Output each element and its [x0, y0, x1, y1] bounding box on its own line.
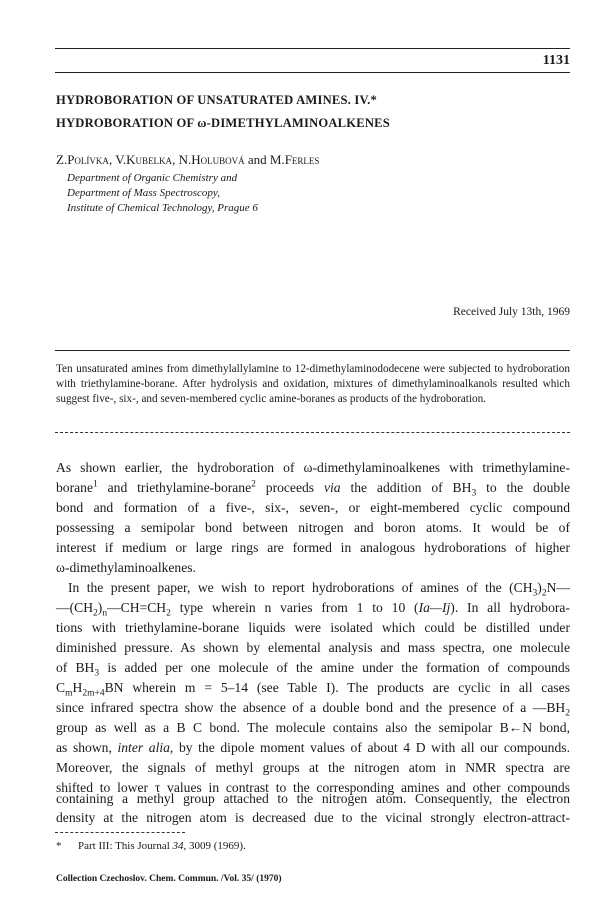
body-line-8: $—(CH_2)_n—CH=CH_2$ type wherein n varies from 1 to 10 (Ia—Ij). In all hydrobora-: [56, 600, 570, 619]
body-line-17: shifted to lower τ values in contrast to the corresponding amines and other compounds: [56, 780, 570, 795]
body-line-18: containing a methyl group attached to the nitrogen atom. Consequently, the electron: [56, 791, 570, 806]
body-line-10: diminished pressure. As shown by elemental analysis and mass spectra, one molecule: [56, 640, 570, 655]
affiliation-1: Department of Organic Chemistry and: [67, 172, 238, 184]
body-line-9: tions with triethylamine-borane liquids were isolated which could be distilled under: [56, 620, 570, 635]
page-number: 1131: [542, 53, 570, 68]
affiliation-3: Institute of Chemical Technology, Prague 6: [67, 202, 258, 214]
affiliation-2: Department of Mass Spectroscopy,: [67, 187, 220, 199]
body-line-14: group as well as a B C bond. The molecule contains also the semipolar B←N bond,: [56, 720, 570, 735]
received-date: Received July 13th, 1969: [453, 306, 570, 318]
abstract-rule-bottom: [55, 432, 570, 433]
footnote: * Part III: This Journal 34, 3009 (1969).: [56, 840, 246, 852]
title-line-2: HYDROBORATION OF ω-DIMETHYLAMINOALKENES: [56, 116, 390, 130]
body-line-1: As shown earlier, the hydroboration of ω-dimethylaminoalkenes with trimethylamine-: [56, 460, 570, 475]
body-line-4: possessing a semipolar bond between nitrogen and boron atoms. It would be of: [56, 520, 570, 535]
header-rule-top: [55, 48, 570, 49]
body-line-7: In the present paper, we wish to report hydroborations of amines of the $(CH_3)_2N—$: [68, 580, 570, 599]
body-line-6: ω-dimethylaminoalkenes.: [56, 560, 196, 575]
footnote-rule: [55, 832, 185, 833]
abstract-text: Ten unsaturated amines from dimethylallylamine to 12-dimethylaminododecene were subjected to hydroboration with triethylamine-borane. After hydrolysis and oxidation, mixtures of dimethylaminoalkanols resulted which suggest five-, six-, and seven-membered cyclic amine-boranes as products of the hydroboration.: [56, 363, 570, 406]
authors: Z.Polívka, V.Kubelka, N.Holubová and M.Ferles: [56, 152, 320, 167]
abstract-rule-top: [55, 350, 570, 351]
body-line-3: bond and formation of a five-, six-, seven-, or eight-membered cyclic compound: [56, 500, 570, 515]
body-line-15: as shown, inter alia, by the dipole moment values of about 4 D with all our compounds.: [56, 740, 570, 755]
body-line-11: of $BH_3$ is added per one molecule of the amine under the formation of compounds: [56, 660, 571, 679]
body-line-19: density at the nitrogen atom is decreased due to the vicinal strongly electron-attract-: [56, 810, 570, 825]
title-line-1: HYDROBORATION OF UNSATURATED AMINES. IV.*: [56, 93, 377, 107]
body-line-5: interest if medium or large rings are formed in analogous hydroborations of higher: [56, 540, 570, 555]
header-rule-bottom: [55, 72, 570, 73]
body-line-2: borane$^1$ and triethylamine-borane$^2$ proceeds via the addition of $BH_3$ to the double: [56, 479, 571, 499]
body-line-12: $C_mH_{2m+4}BN$ wherein m = 5–14 (see Table I). The products are cyclic in all cases: [56, 680, 570, 699]
body-line-13: since infrared spectra show the absence of a double bond and the presence of a $—BH_2$: [56, 700, 570, 719]
body-line-16: Moreover, the signals of methyl groups at the nitrogen atom in NMR spectra are: [56, 760, 570, 775]
journal-citation: Collection Czechoslov. Chem. Commun. /Vol. 35/ (1970): [56, 874, 282, 884]
abstract: [56, 362, 570, 408]
